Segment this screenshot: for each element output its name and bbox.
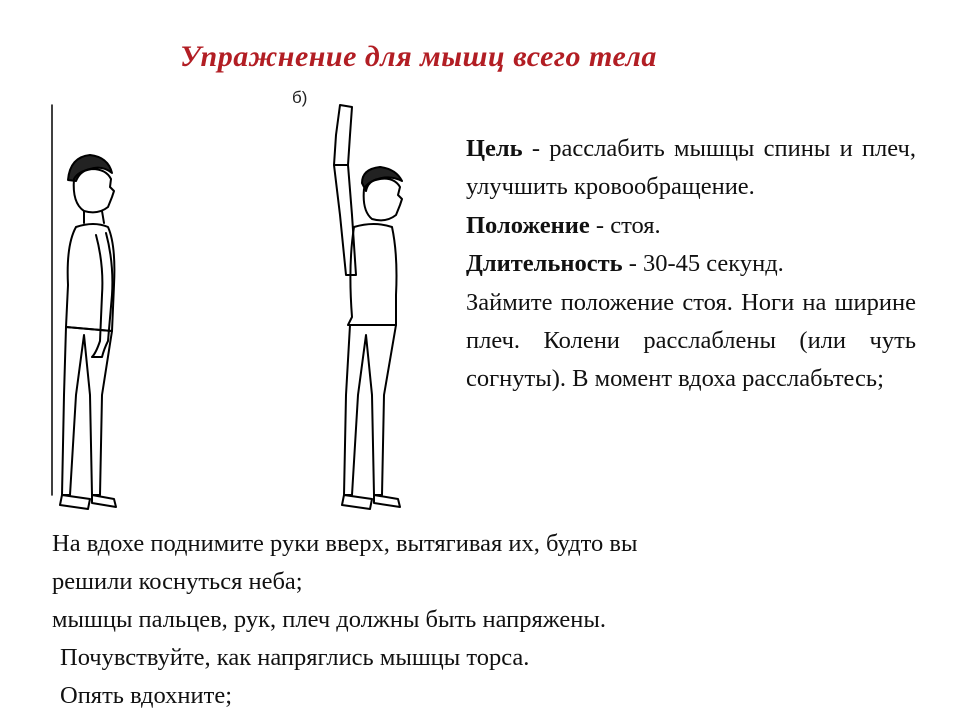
position-text: - стоя. bbox=[589, 211, 661, 239]
bottom-line: Опять вдохните; bbox=[60, 682, 233, 709]
exercise-description bbox=[466, 130, 916, 399]
page-title: Упражнение для мышц всего тела bbox=[180, 40, 657, 73]
figure-standing bbox=[52, 105, 116, 509]
bottom-line: мышцы пальцев, рук, плеч должны быть напряжены. bbox=[52, 606, 606, 633]
figure-arms-raised bbox=[334, 105, 402, 509]
goal-label: Цель bbox=[466, 135, 523, 162]
exercise-illustration bbox=[40, 95, 420, 525]
position-label: Положение bbox=[466, 211, 590, 239]
duration-label: Длительность bbox=[466, 250, 623, 278]
goal-text: - расслабить мышцы спины и плеч, улучшить кровообращение. bbox=[466, 135, 916, 201]
instructions-paragraph: Займите положение стоя. Ноги на ширине плеч. Колени расслаблены (или чуть согнуты). В момент вдоха расслабьтесь; bbox=[466, 288, 916, 393]
position-paragraph bbox=[466, 207, 916, 245]
duration-paragraph bbox=[466, 245, 916, 283]
figure-label: б) bbox=[292, 88, 308, 107]
bottom-line: Почувствуйте, как напряглись мышцы торса. bbox=[60, 644, 530, 671]
duration-text: - 30-45 секунд. bbox=[622, 250, 784, 278]
bottom-instructions bbox=[52, 525, 637, 715]
bottom-line: решили коснуться неба; bbox=[52, 568, 303, 595]
bottom-line: На вдохе поднимите руки вверх, вытягивая их, будто вы bbox=[52, 530, 638, 557]
goal-paragraph bbox=[466, 130, 916, 207]
